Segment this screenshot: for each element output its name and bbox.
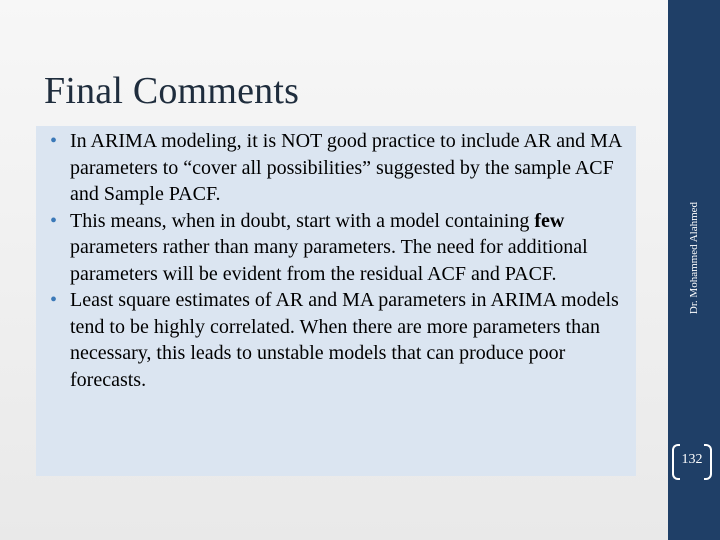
bullet-item xyxy=(46,128,636,208)
bullet-item xyxy=(46,287,636,393)
bullet-text: In ARIMA modeling, it is NOT good practice to include AR and MA parameters to “cover all possibilities” suggested by the sample ACF and Sample PACF. xyxy=(70,130,622,205)
bullet-text-part: parameters rather than many parameters. The need for additional parameters will be evident from the residual ACF and PACF. xyxy=(70,236,588,285)
page-number: 132 xyxy=(672,444,712,476)
author-name: Dr. Mohammed Alahmed xyxy=(688,201,700,315)
bullet-bold-word: few xyxy=(534,209,565,232)
slide-title: Final Comments xyxy=(44,70,300,113)
bullet-text-part: This means, when in doubt, start with a model containing xyxy=(70,209,535,232)
bullet-list xyxy=(46,128,636,393)
bullet-dot-icon: • xyxy=(50,289,58,311)
bullet-text: Least square estimates of AR and MA parameters in ARIMA models tend to be highly correlated. When there are more parameters than necessary, this leads to unstable models that can produce poor forecasts. xyxy=(70,289,619,391)
bullet-dot-icon: • xyxy=(50,130,58,152)
bullet-dot-icon: • xyxy=(50,209,58,232)
bullet-item xyxy=(46,208,636,288)
